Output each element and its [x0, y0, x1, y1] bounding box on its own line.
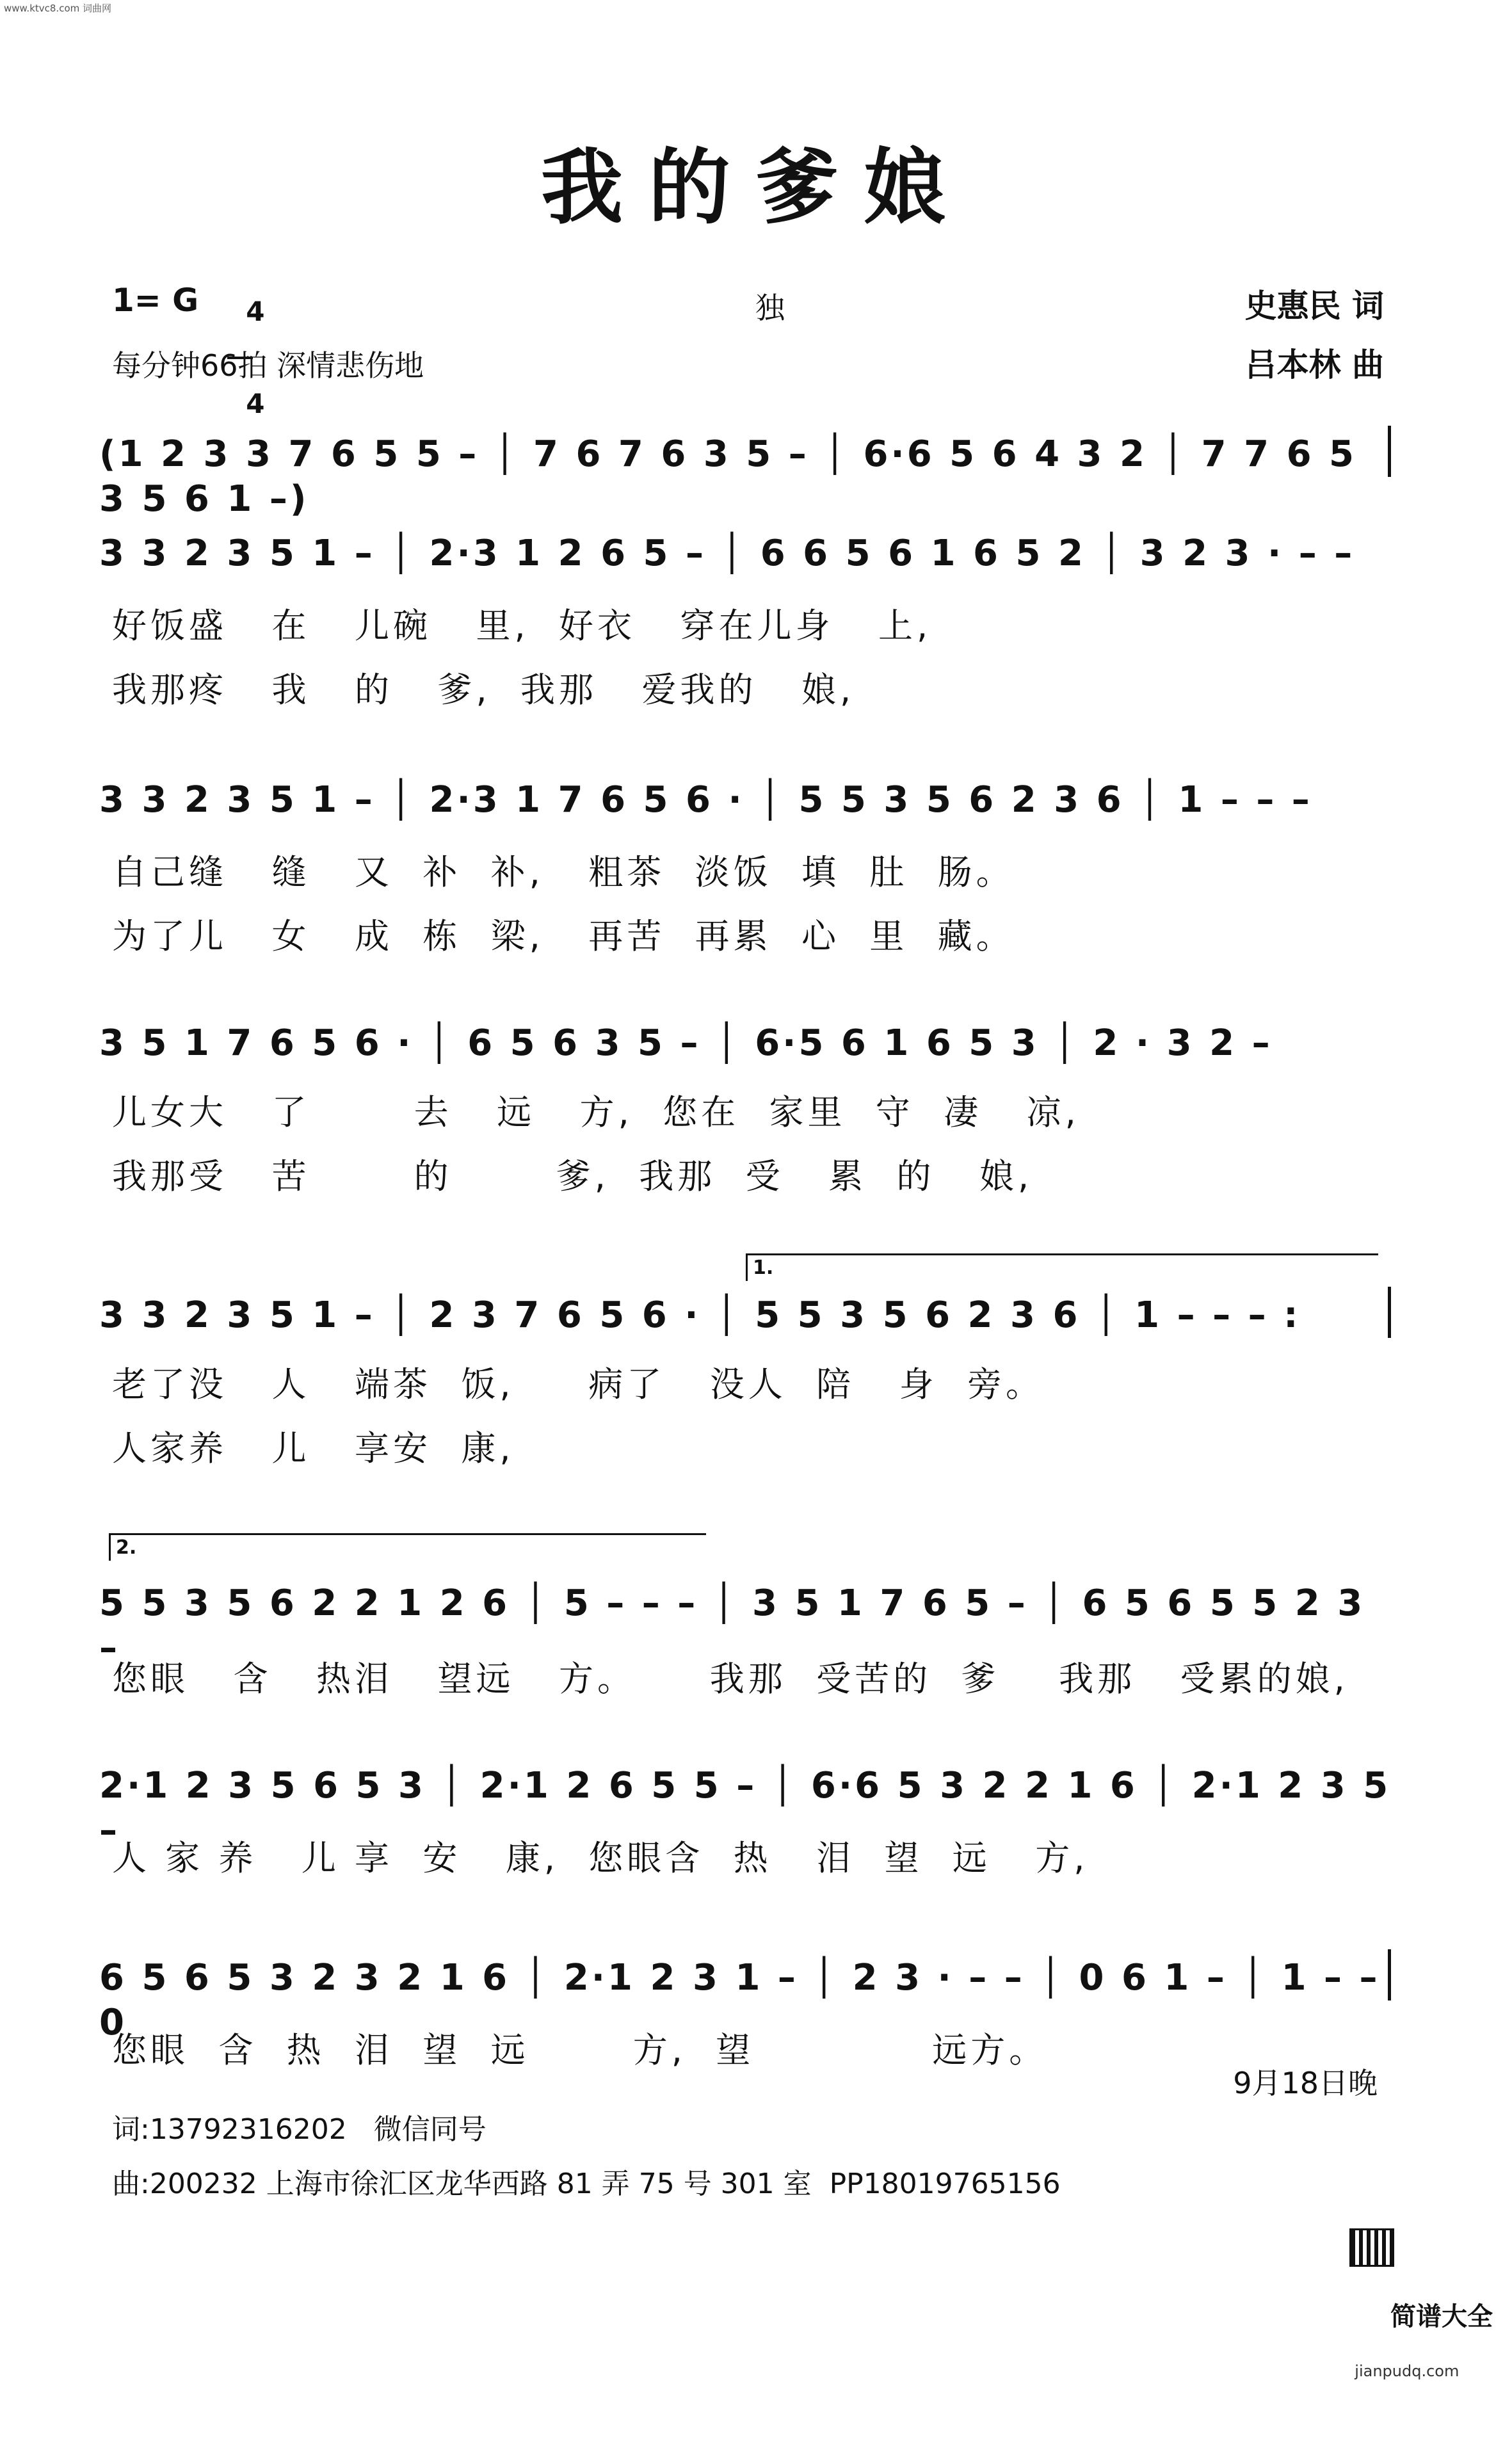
score-row-5: 5 5 3 5 6 2 2 1 2 6 │ 5 – – – │ 3 5 1 7 6 5 – │ 6 5 6 5 5 2 3 –: [99, 1582, 1365, 1669]
barline: [1388, 426, 1391, 477]
logo-url: jianpudq.com: [1355, 2362, 1460, 2380]
volta-label-1: 1.: [753, 1257, 774, 1279]
lyric-line-2-verse-2: 为了儿 女 成 栋 梁, 再苦 再累 心 里 藏。: [112, 916, 1015, 956]
lyricist-contact: 词:13792316202 微信同号: [112, 2113, 487, 2146]
lyric-line-6-verse-1: 人 家 养 儿 享 安 康, 您眼含 热 泪 望 远 方,: [112, 1838, 1089, 1878]
lyricist-credit: 史惠民 词: [1244, 287, 1384, 325]
lyric-line-4-verse-1: 老了没 人 端茶 饭, 病了 没人 陪 身 旁。: [112, 1364, 1044, 1405]
composition-date: 9月18日晚: [1233, 2066, 1378, 2100]
tempo-marking: 每分钟66拍 深情悲伤地: [112, 348, 424, 383]
lyric-line-5-verse-1: 您眼 含 热泪 望远 方。 我那 受苦的 爹 我那 受累的娘,: [112, 1659, 1349, 1699]
first-ending-bracket: [746, 1253, 1378, 1281]
score-row-intro: (1 2 3 3 7 6 5 5 – │ 7 6 7 6 3 5 – │ 6·6 5 6 4 3 2 │ 7 7 6 5 3 5 6 1 –): [99, 433, 1357, 520]
repeat-barline: [1388, 1287, 1391, 1338]
logo-name: 简谱大全: [1390, 2302, 1493, 2331]
final-barline: [1388, 1949, 1391, 2000]
score-row-1: 3 3 2 3 5 1 – │ 2·3 1 2 6 5 – │ 6 6 5 6 1 6 5 2 │ 3 2 3 · – –: [99, 533, 1355, 574]
score-row-2: 3 3 2 3 5 1 – │ 2·3 1 7 6 5 6 · │ 5 5 3 5 6 2 3 6 │ 1 – – –: [99, 779, 1312, 821]
second-ending-bracket: [109, 1533, 706, 1561]
piano-keys-icon: [1349, 2228, 1394, 2267]
lyric-line-3-verse-2: 我那受 苦 的 爹, 我那 受 累 的 娘,: [112, 1156, 1033, 1196]
lyric-line-7-verse-1: 您眼 含 热 泪 望 远 方, 望 远方。: [112, 2030, 1048, 2070]
composer-credit: 吕本林 曲: [1244, 346, 1384, 383]
song-title: 我的爹娘: [540, 140, 971, 236]
lyric-line-4-verse-2: 人家养 儿 享安 康,: [112, 1428, 515, 1469]
performance-style: 独: [755, 291, 785, 325]
lyric-line-1-verse-1: 好饭盛 在 儿碗 里, 好衣 穿在儿身 上,: [112, 606, 932, 646]
lyric-line-1-verse-2: 我那疼 我 的 爹, 我那 爱我的 娘,: [112, 670, 855, 710]
watermark-text: www.ktvc8.com 词曲网: [4, 3, 112, 14]
time-signature-top: 4: [246, 296, 265, 327]
score-row-4: 3 3 2 3 5 1 – │ 2 3 7 6 5 6 · │ 5 5 3 5 6 2 3 6 │ 1 – – – :: [99, 1294, 1301, 1336]
time-signature-bottom: 4: [246, 388, 265, 419]
score-row-6: 2·1 2 3 5 6 5 3 │ 2·1 2 6 5 5 – │ 6·6 5 3 2 2 1 6 │ 2·1 2 3 5 –: [99, 1765, 1391, 1851]
lyric-line-2-verse-1: 自己缝 缝 又 补 补, 粗茶 淡饭 填 肚 肠。: [112, 852, 1015, 892]
composer-contact: 曲:200232 上海市徐汇区龙华西路 81 弄 75 号 301 室 PP18019765156: [112, 2168, 1061, 2200]
site-logo[interactable]: [1343, 2216, 1493, 2439]
lyric-line-3-verse-1: 儿女大 了 去 远 方, 您在 家里 守 凄 凉,: [112, 1092, 1080, 1132]
logo-text: [1355, 2267, 1493, 2439]
key-signature: 1= G: [112, 282, 199, 319]
score-row-7: 6 5 6 5 3 2 3 2 1 6 │ 2·1 2 3 1 – │ 2 3 · – – │ 0 6 1 – │ 1 – – 0: [99, 1957, 1380, 2043]
score-row-3: 3 5 1 7 6 5 6 · │ 6 5 6 3 5 – │ 6·5 6 1 6 5 3 │ 2 · 3 2 –: [99, 1022, 1273, 1064]
volta-label-2: 2.: [116, 1536, 137, 1559]
